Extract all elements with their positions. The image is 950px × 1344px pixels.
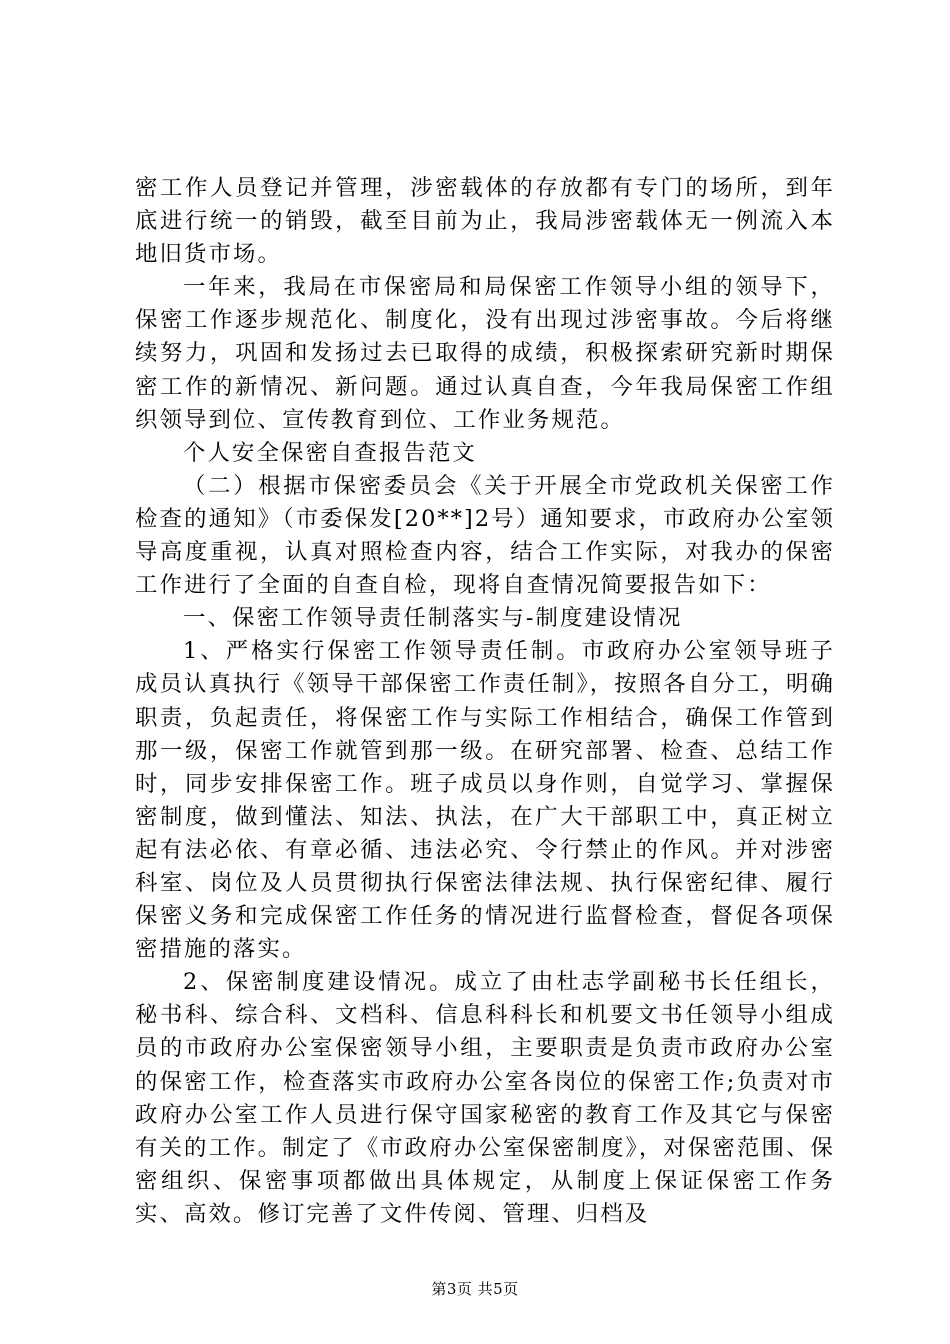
subheading: 一、保密工作领导责任制落实与-制度建设情况 <box>183 605 683 632</box>
paragraph-5: 2、保密制度建设情况。成立了由杜志学副秘书长任组长，秘书科、综合科、文档科、信息科科长和机要文书任领导小组成员的市政府办公室保密领导小组，主要职责是负责市政府办公室的保密工作，检查落实市政府办公室各岗位的保密工作;负责对市政府办公室工作人员进行保守国家秘密的教育工作及其它与保密有关的工作。制定了《市政府办公室保密制度》，对保密范围、保密组织、保密事项都做出具体规定，从制度上保证保密工作务实、高效。修订完善了文件传阅、管理、归档及 <box>135 969 835 1227</box>
document-body <box>135 172 835 1231</box>
paragraph-1: 密工作人员登记并管理，涉密载体的存放都有专门的场所，到年底进行统一的销毁，截至目前为止，我局涉密载体无一例流入本地旧货市场。 <box>135 175 835 268</box>
page-footer: 第3页 共5页 <box>431 1280 519 1298</box>
section-title: 个人安全保密自查报告范文 <box>183 439 477 466</box>
paragraph-4: 1、严格实行保密工作领导责任制。市政府办公室领导班子成员认真执行《领导干部保密工作责任制》，按照各自分工，明确职责，负起责任，将保密工作与实际工作相结合，确保工作管到那一级，保密工作就管到那一级。在研究部署、检查、总结工作时，同步安排保密工作。班子成员以身作则，自觉学习、掌握保密制度，做到懂法、知法、执法，在广大干部职工中，真正树立起有法必依、有章必循、违法必究、令行禁止的作风。并对涉密科室、岗位及人员贯彻执行保密法律法规、执行保密纪律、履行保密义务和完成保密工作任务的情况进行监督检查，督促各项保密措施的落实。 <box>135 638 835 963</box>
paragraph-3: （二）根据市保密委员会《关于开展全市党政机关保密工作检查的通知》（市委保发[20**]2号）通知要求，市政府办公室领导高度重视，认真对照检查内容，结合工作实际，对我办的保密工作进行了全面的自查自检，现将自查情况简要报告如下： <box>135 472 835 599</box>
paragraph-2: 一年来，我局在市保密局和局保密工作领导小组的领导下，保密工作逐步规范化、制度化，没有出现过涉密事故。今后将继续努力，巩固和发扬过去已取得的成绩，积极探索研究新时期保密工作的新情况、新问题。通过认真自查，今年我局保密工作组织领导到位、宣传教育到位、工作业务规范。 <box>135 274 835 433</box>
